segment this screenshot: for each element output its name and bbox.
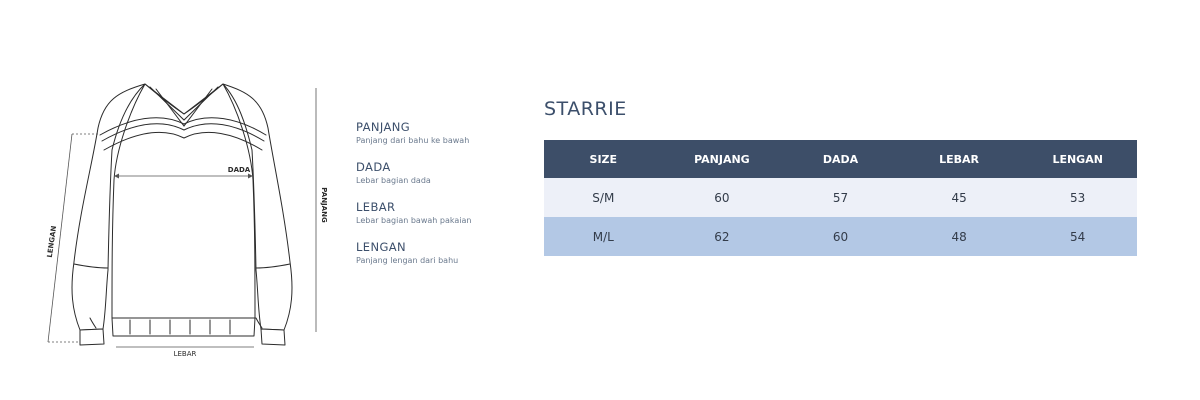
legend-description: Panjang lengan dari bahu — [356, 256, 459, 265]
header-lebar: LEBAR — [900, 140, 1019, 178]
panjang-cell: 60 — [663, 178, 782, 217]
legend-description: Lebar bagian dada — [356, 176, 431, 185]
size-cell: M/L — [544, 217, 663, 256]
legend-item-lebar — [356, 200, 516, 240]
lengan-cell: 53 — [1018, 178, 1137, 217]
legend-item-dada — [356, 160, 516, 200]
table-row — [544, 178, 1137, 217]
header-lengan: LENGAN — [1018, 140, 1137, 178]
panjang-label: PANJANG — [320, 187, 328, 223]
legend-item-panjang — [356, 120, 516, 160]
legend-description: Lebar bagian bawah pakaian — [356, 216, 472, 225]
legend-title: LENGAN — [356, 240, 407, 254]
lebar-cell: 45 — [900, 178, 1019, 217]
dada-cell: 57 — [781, 178, 900, 217]
size-chart-table — [544, 140, 1137, 256]
right-cuff — [261, 329, 285, 345]
lengan-cell: 54 — [1018, 217, 1137, 256]
header-size: SIZE — [544, 140, 663, 178]
lebar-cell: 48 — [900, 217, 1019, 256]
lengan-label: LENGAN — [45, 225, 59, 259]
legend-item-lengan — [356, 240, 516, 280]
lebar-label: LEBAR — [173, 350, 197, 358]
header-dada: DADA — [781, 140, 900, 178]
dada-cell: 60 — [781, 217, 900, 256]
left-cuff — [80, 329, 104, 345]
table-row — [544, 217, 1137, 256]
legend-title: PANJANG — [356, 120, 411, 134]
sweater-sketch — [0, 0, 340, 400]
measurement-legend — [356, 120, 516, 280]
dada-label: DADA — [227, 166, 251, 174]
hem-band — [112, 318, 255, 336]
legend-title: LEBAR — [356, 200, 396, 214]
legend-description: Panjang dari bahu ke bawah — [356, 136, 470, 145]
header-panjang: PANJANG — [663, 140, 782, 178]
panjang-cell: 62 — [663, 217, 782, 256]
table-header-row — [544, 140, 1137, 178]
size-chart-title: STARRIE — [544, 98, 627, 120]
legend-title: DADA — [356, 160, 391, 174]
size-cell: S/M — [544, 178, 663, 217]
